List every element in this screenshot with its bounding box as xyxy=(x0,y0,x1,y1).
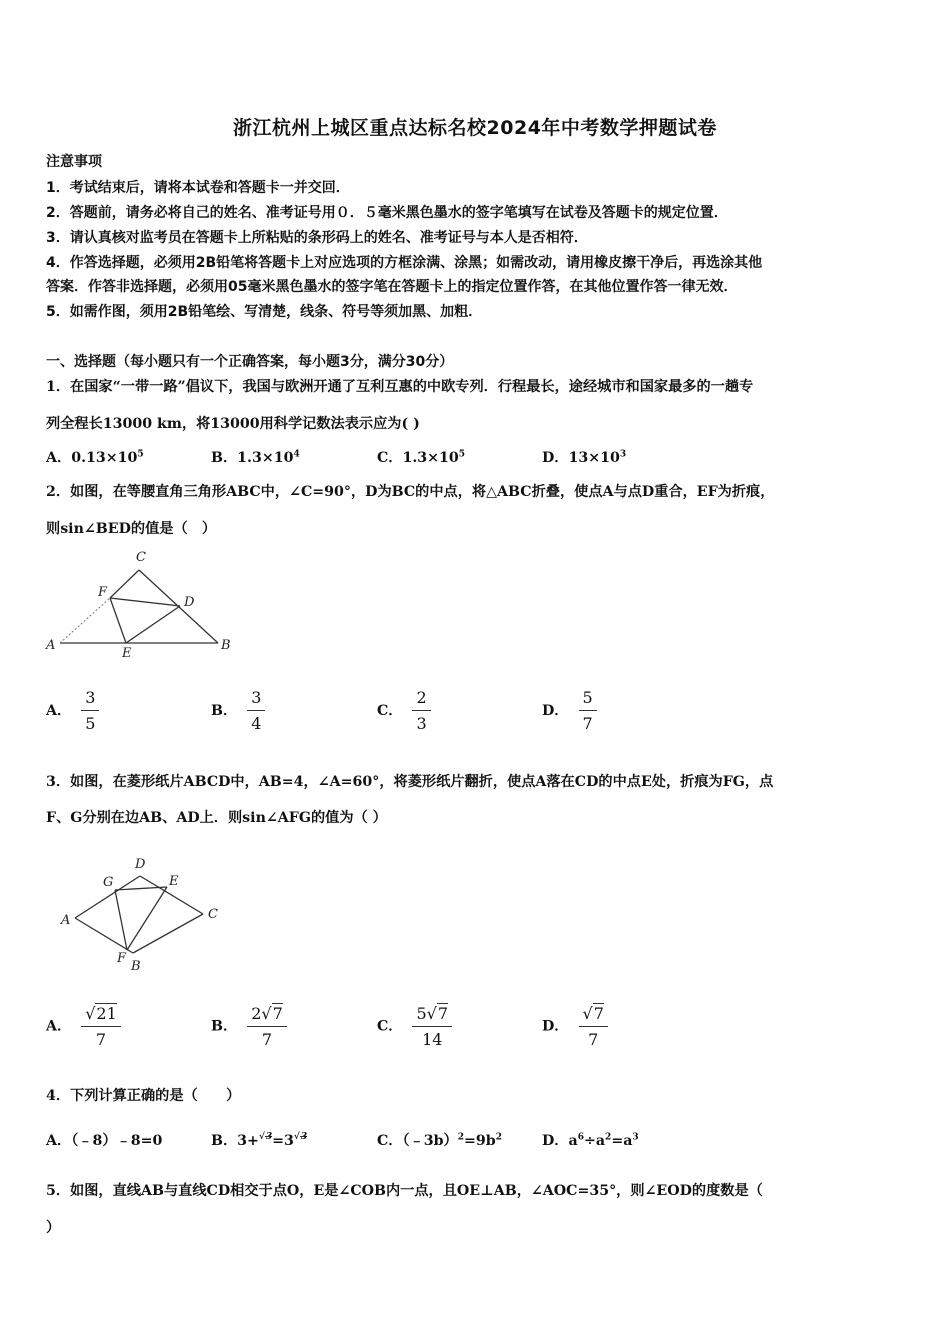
q4-option-a: A．（﹣8）﹣8=0 xyxy=(46,1133,163,1149)
label-g: G xyxy=(103,875,114,890)
label-d: D xyxy=(184,595,195,610)
q1-stem-line1: 1．在国家“一带一路”倡议下，我国与欧洲开通了互利互惠的中欧专列．行程最长，途经城市和国家最多的一趟专 xyxy=(46,379,754,395)
segment-cb xyxy=(133,914,203,953)
segment-fe xyxy=(110,598,126,643)
q2-triangle-figure xyxy=(40,545,240,665)
q2-stem-line1: 2．如图，在等腰直角三角形ABC中，∠C=90°，D为BC的中点，将△ABC折叠，使点A与点D重合，EF为折痕， xyxy=(46,484,775,500)
q4-option-b: B．$3+^{√3}=3^{√3}$ xyxy=(211,1132,308,1149)
label-e: E xyxy=(169,874,179,889)
q3-option-c: C． $\frac{5√7}{14}$ xyxy=(377,1003,452,1050)
q2-stem-line2: 则sin∠BED的值是（ ） xyxy=(46,521,217,537)
q2-option-c: C． $\frac{2}{3}$ xyxy=(377,688,431,734)
notice-item: 1．考试结束后，请将本试卷和答题卡一并交回． xyxy=(46,180,350,196)
q3-option-d: D． $\frac{√7}{7}$ xyxy=(542,1003,608,1050)
q4-stem: 4．下列计算正确的是（ ） xyxy=(46,1088,241,1104)
q4-option-c: C．$(﹣3b)^2=9b^2$ xyxy=(377,1132,502,1149)
segment-ef xyxy=(127,887,167,950)
q3-option-b: B． $\frac{2√7}{7}$ xyxy=(211,1003,287,1050)
label-a: A xyxy=(46,638,56,653)
segment-fc xyxy=(110,570,139,598)
label-f: F xyxy=(117,951,127,966)
notice-heading: 注意事项 xyxy=(46,154,102,170)
label-e: E xyxy=(122,646,132,661)
q3-rhombus-figure xyxy=(55,850,235,975)
q2-option-a: A． $\frac{3}{5}$ xyxy=(46,688,99,734)
notice-item: 4．作答选择题，必须用2B铅笔将答题卡上对应选项的方框涂满、涂黑；如需改动，请用橡皮擦干净后，再选涂其他 xyxy=(46,255,763,271)
label-b: B xyxy=(221,638,231,653)
q2-option-d: D． $\frac{5}{7}$ xyxy=(542,688,597,734)
segment-ed xyxy=(126,606,180,643)
notice-item: 答案．作答非选择题，必须用05毫米黑色墨水的签字笔在答题卡上的指定位置作答，在其他位置作答一律无效． xyxy=(46,279,738,295)
q1-option-d: D．$13\times 10^3$ xyxy=(542,449,627,466)
label-f: F xyxy=(98,585,108,600)
q3-stem-line1: 3．如图，在菱形纸片ABCD中，AB=4，∠A=60°，将菱形纸片翻折，使点A落在CD的中点E处，折痕为FG，点 xyxy=(46,774,774,790)
segment-af-dotted xyxy=(60,598,110,643)
notice-item: 3．请认真核对监考员在答题卡上所粘贴的条形码上的姓名、准考证号与本人是否相符． xyxy=(46,230,588,246)
label-a: A xyxy=(61,913,71,928)
segment-gf xyxy=(115,890,127,950)
segment-fd xyxy=(110,598,180,606)
q2-option-b: B． $\frac{3}{4}$ xyxy=(211,688,265,734)
notice-item: 5．如需作图，须用2B铅笔绘、写清楚，线条、符号等须加黑、加粗． xyxy=(46,304,483,320)
q4-option-d: D．$a^6\div a^2=a^3$ xyxy=(542,1132,639,1149)
q1-stem-line2: 列全程长13000 km，将13000用科学记数法表示应为( ) xyxy=(46,416,420,432)
q1-option-b: B．$1.3\times 10^4$ xyxy=(211,449,300,466)
label-c: C xyxy=(208,907,218,922)
section-heading: 一、选择题（每小题只有一个正确答案，每小题3分，满分30分） xyxy=(46,354,454,370)
q3-stem-line2: F、G分别在边AB、AD上．则sin∠AFG的值为（ ） xyxy=(46,810,387,826)
label-b: B xyxy=(131,959,141,974)
q5-stem-line1: 5．如图，直线AB与直线CD相交于点O，E是∠COB内一点，且OE⊥AB，∠AOC=35°，则∠EOD的度数是（ xyxy=(46,1183,763,1199)
label-d: D xyxy=(135,857,146,872)
q3-option-a: A． $\frac{√21}{7}$ xyxy=(46,1003,121,1050)
notice-item: 2．答题前，请务必将自己的姓名、准考证号用０．５毫米黑色墨水的签字笔填写在试卷及答题卡的规定位置． xyxy=(46,205,728,221)
q1-option-a: A．$0.13\times 10^5$ xyxy=(46,449,144,466)
q5-stem-line2: ） xyxy=(46,1220,61,1236)
page-title: 浙江杭州上城区重点达标名校2024年中考数学押题试卷 xyxy=(233,117,717,139)
label-c: C xyxy=(136,550,146,565)
q1-option-c: C．$1.3\times 10^5$ xyxy=(377,449,466,466)
